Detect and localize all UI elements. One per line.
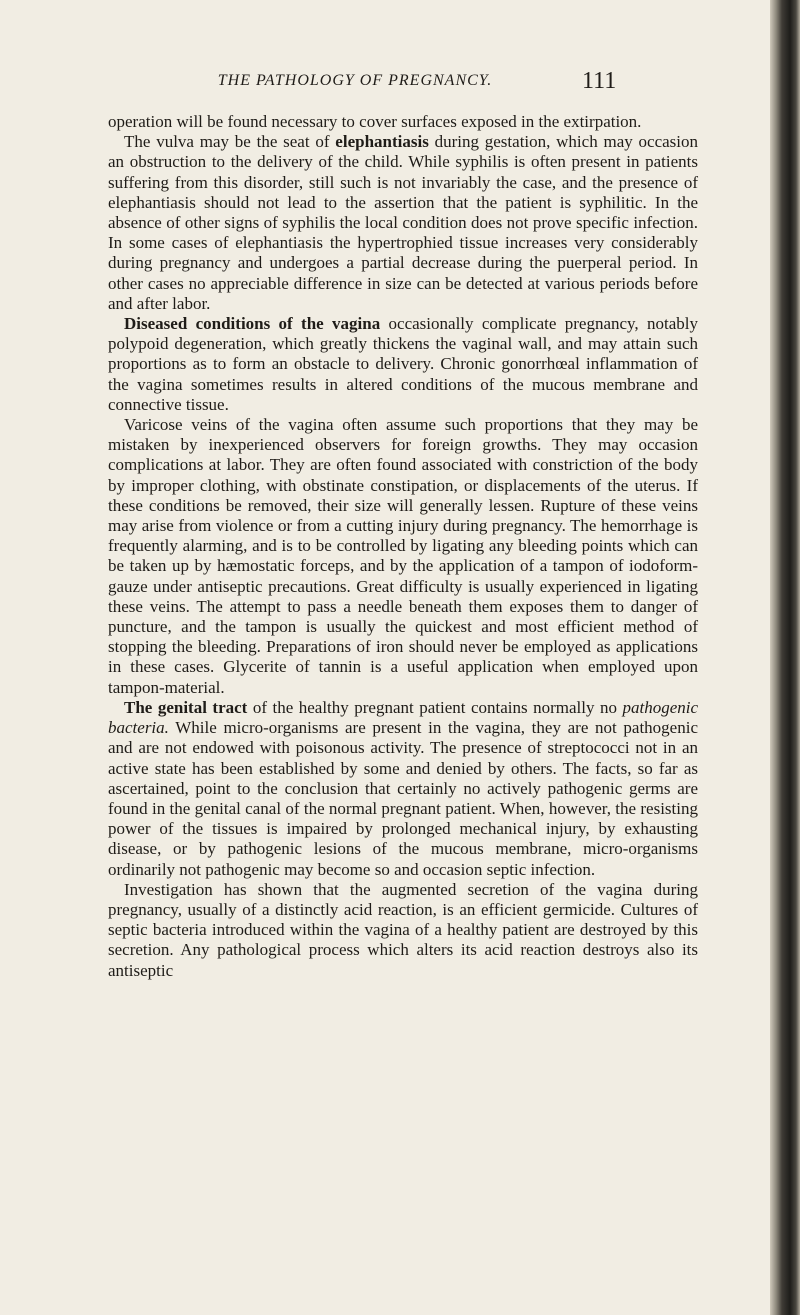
topic-heading: Diseased conditions of the vagina [124, 314, 381, 334]
paragraph-text: during gestation, which may occasion an obstruction to the delivery of the child. While syphilis is often present in patients suffering from this disorder, still such is not invariably the case, and the presence of elephantiasis should not lead to the assertion that the patient is syphilitic. In the absence of other signs of syphilis the local condition does not prove specific infection. In some cases of elephantiasis the hypertrophied tissue increases very considerably during pregnancy and undergoes a partial decrease during the puerperal period. In other cases no appreciable difference in size can be detected at various periods before and after labor. [108, 132, 698, 313]
paragraph-varicose-veins [108, 415, 698, 698]
paragraph-text: Investigation has shown that the augmented secretion of the vagina during pregnancy, usually of a distinctly acid reaction, is an efficient germicide. Cultures of septic bacteria introduced within the vagina of a healthy patient are destroyed by this secretion. Any pathological process which alters its acid reaction destroys also its antiseptic [108, 879, 698, 980]
running-title: THE PATHOLOGY OF PREGNANCY. [217, 72, 493, 89]
paragraph-text: While micro-organisms are present in the vagina, they are not pathogenic and are not endowed with poisonous activity. The presence of streptococci not in an active state has been established by some and denied by others. The facts, so far as ascertained, point to the conclusion that certainly no actively pathogenic germs are found in the genital canal of the normal pregnant patient. When, however, the resisting power of the tissues is impaired by prolonged mechanical injury, by exhausting disease, or by pathogenic lesions of the mucous membrane, micro-organisms ordinarily not pathogenic may become so and occasion septic infection. [108, 718, 698, 879]
book-binding-edge [770, 0, 800, 1315]
topic-term: elephantiasis [335, 132, 429, 152]
paragraph-text: occasionally complicate pregnancy, notably polypoid degeneration, which greatly thickens the vaginal wall, and may attain such proportions as to form an obstacle to delivery. Chronic gonorrhœal inflammation of the vagina sometimes results in altered conditions of the mucous membrane and connective tissue. [108, 314, 698, 414]
running-head [0, 66, 770, 110]
body-text [108, 112, 698, 981]
paragraph-extirpation [108, 112, 698, 132]
topic-heading: The genital tract [124, 697, 248, 717]
paragraph-genital-tract [108, 698, 698, 880]
emphasis-term: pathogenic bacteria. [108, 697, 699, 738]
paragraph-diseased-vagina [108, 314, 698, 415]
paragraph-text: operation will be found necessary to cover surfaces exposed in the extirpation. [108, 112, 642, 131]
paragraph-elephantiasis [108, 132, 698, 314]
paragraph-text: The vulva may be the seat of [124, 132, 336, 152]
paragraph-lead: Varicose veins of the vagina [124, 415, 334, 435]
paragraph-text: of the healthy pregnant patient contains normally no [247, 697, 623, 717]
page-number: 111 [582, 68, 617, 94]
paragraph-investigation [108, 880, 698, 981]
paragraph-text: often assume such proportions that they may be mistaken by inexperienced observers for foreign growths. They may occasion complications at labor. They are often found associated with constriction of the body by improper clothing, with obstinate constipation, or displacements of the uterus. If these conditions be removed, their size will generally lessen. Rupture of these veins may arise from violence or from a cutting injury during pregnancy. The hemorrhage is frequently alarming, and is to be controlled by ligating any bleeding points which can be taken up by hæmostatic forceps, and by the application of a tampon of iodoform-gauze under antiseptic precautions. Great difficulty is usually experienced in ligating these veins. The attempt to pass a needle beneath them exposes them to danger of puncture, and the tampon is usually the quickest and most efficient method of stopping the bleeding. Preparations of iron should never be employed as applications in these cases. Glycerite of tannin is a useful application when employed upon tampon-material. [108, 415, 698, 697]
